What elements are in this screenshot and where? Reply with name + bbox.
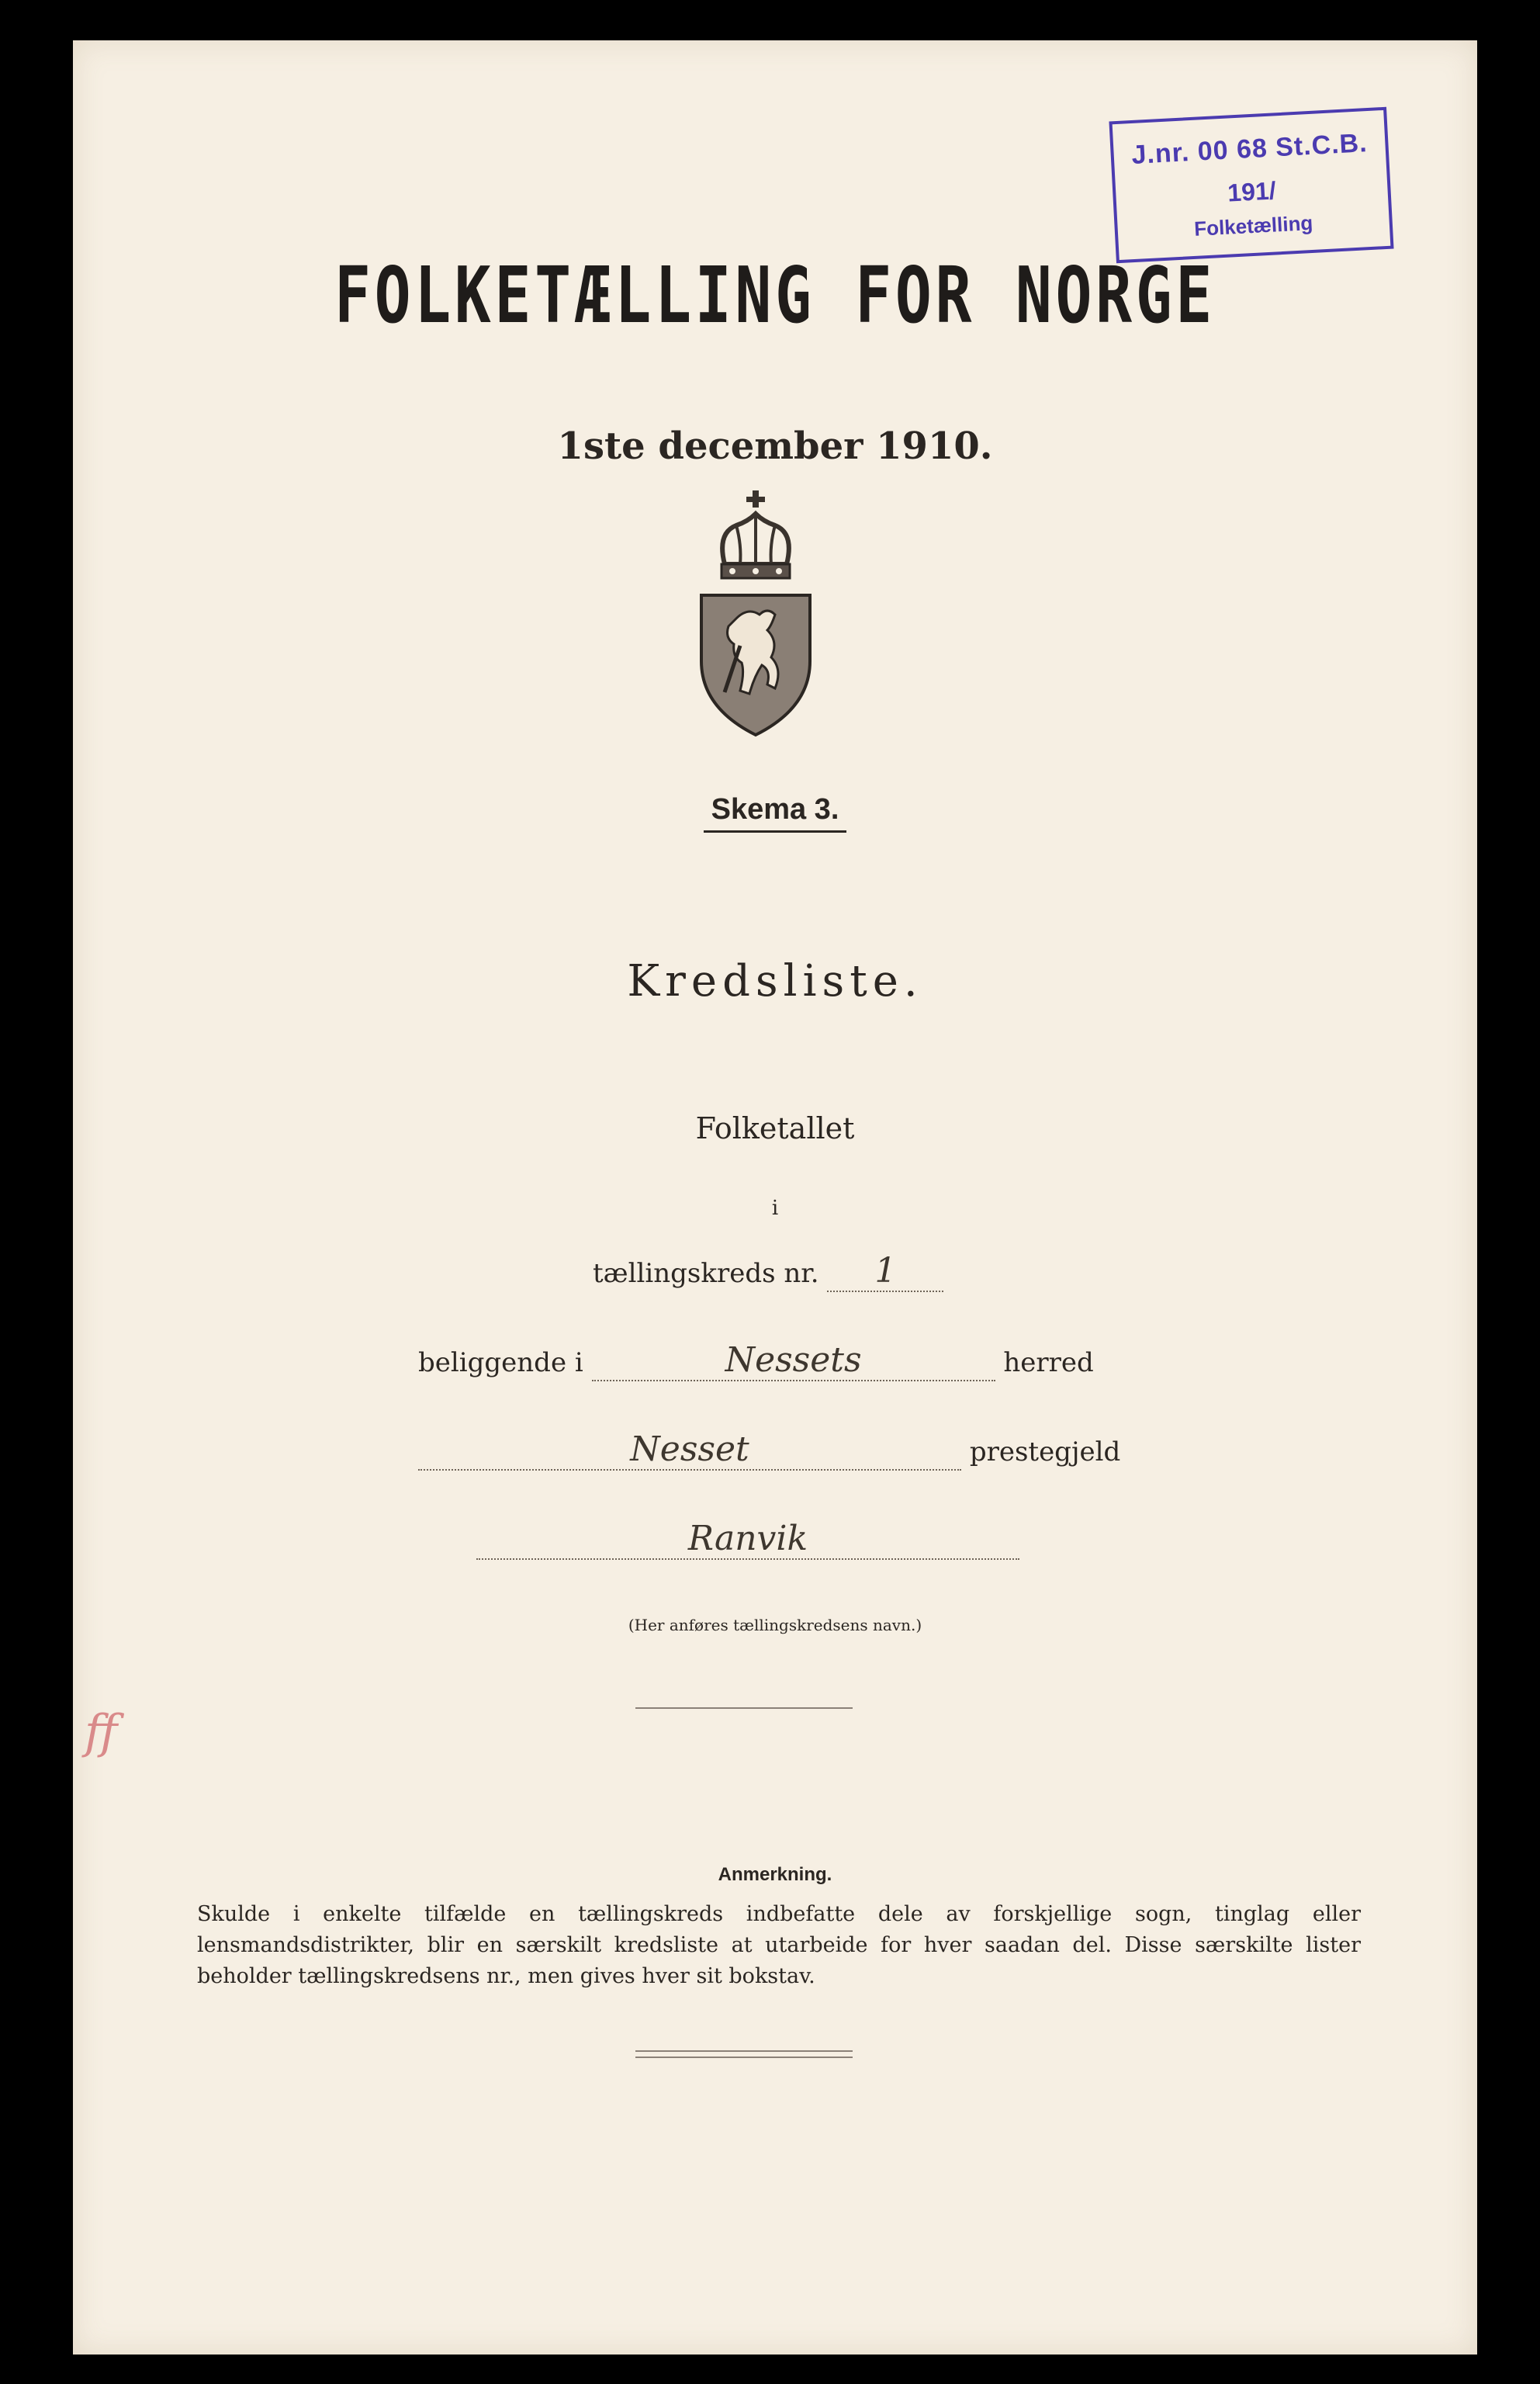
row-taellingskreds — [593, 1251, 943, 1292]
stamp-line-2: 191/ — [1227, 176, 1277, 207]
divider-upper — [635, 1707, 853, 1709]
census-date: 1ste december 1910. — [557, 424, 993, 468]
herred-label: herred — [1003, 1347, 1094, 1378]
anmerkning-text: Skulde i enkelte tilfælde en tællingskreds indbefatte dele av forskjellige sogn, tinglag eller lensmandsdistrikter, blir en særskilt kredsliste at utarbeide for hver saadan del. Disse særskilte lister beholder tællingskredsens nr., men gives hver sit bokstav. — [197, 1902, 1361, 1988]
census-form-page — [73, 40, 1477, 2355]
herred-field[interactable]: Nessets — [592, 1340, 995, 1381]
prestegjeld-field[interactable]: Nesset — [418, 1429, 961, 1471]
row-herred — [418, 1340, 1094, 1381]
kreds-name-field[interactable]: Ranvik — [476, 1519, 1019, 1560]
registration-stamp — [1109, 107, 1393, 263]
stamp-line-1: J.nr. 00 68 St.C.B. — [1130, 128, 1369, 171]
beliggende-label: beliggende i — [418, 1347, 583, 1378]
form-subheading: Folketallet — [695, 1111, 855, 1145]
row-prestegjeld — [418, 1429, 1120, 1471]
norwegian-coat-of-arms-icon — [694, 490, 818, 739]
margin-pencil-mark: ff — [85, 1705, 118, 1759]
form-heading: Kredsliste. — [627, 956, 923, 1007]
schema-label: Skema 3. — [704, 793, 847, 833]
preposition-i: i — [771, 1197, 779, 1220]
divider-lower-2 — [635, 2057, 853, 2058]
taellingskreds-field[interactable]: 1 — [827, 1251, 943, 1292]
divider-lower-1 — [635, 2050, 853, 2052]
row-kreds-name — [476, 1519, 1019, 1560]
page-title: FOLKETÆLLING FOR NORGE — [334, 250, 1216, 341]
taellingskreds-label: tællingskreds nr. — [593, 1258, 819, 1289]
schema-number — [73, 793, 1477, 826]
stamp-line-3: Folketælling — [1193, 210, 1313, 241]
kreds-name-note: (Her anføres tællingskredsens navn.) — [628, 1616, 922, 1634]
anmerkning-heading: Anmerkning. — [718, 1864, 832, 1885]
prestegjeld-label: prestegjeld — [969, 1436, 1121, 1467]
